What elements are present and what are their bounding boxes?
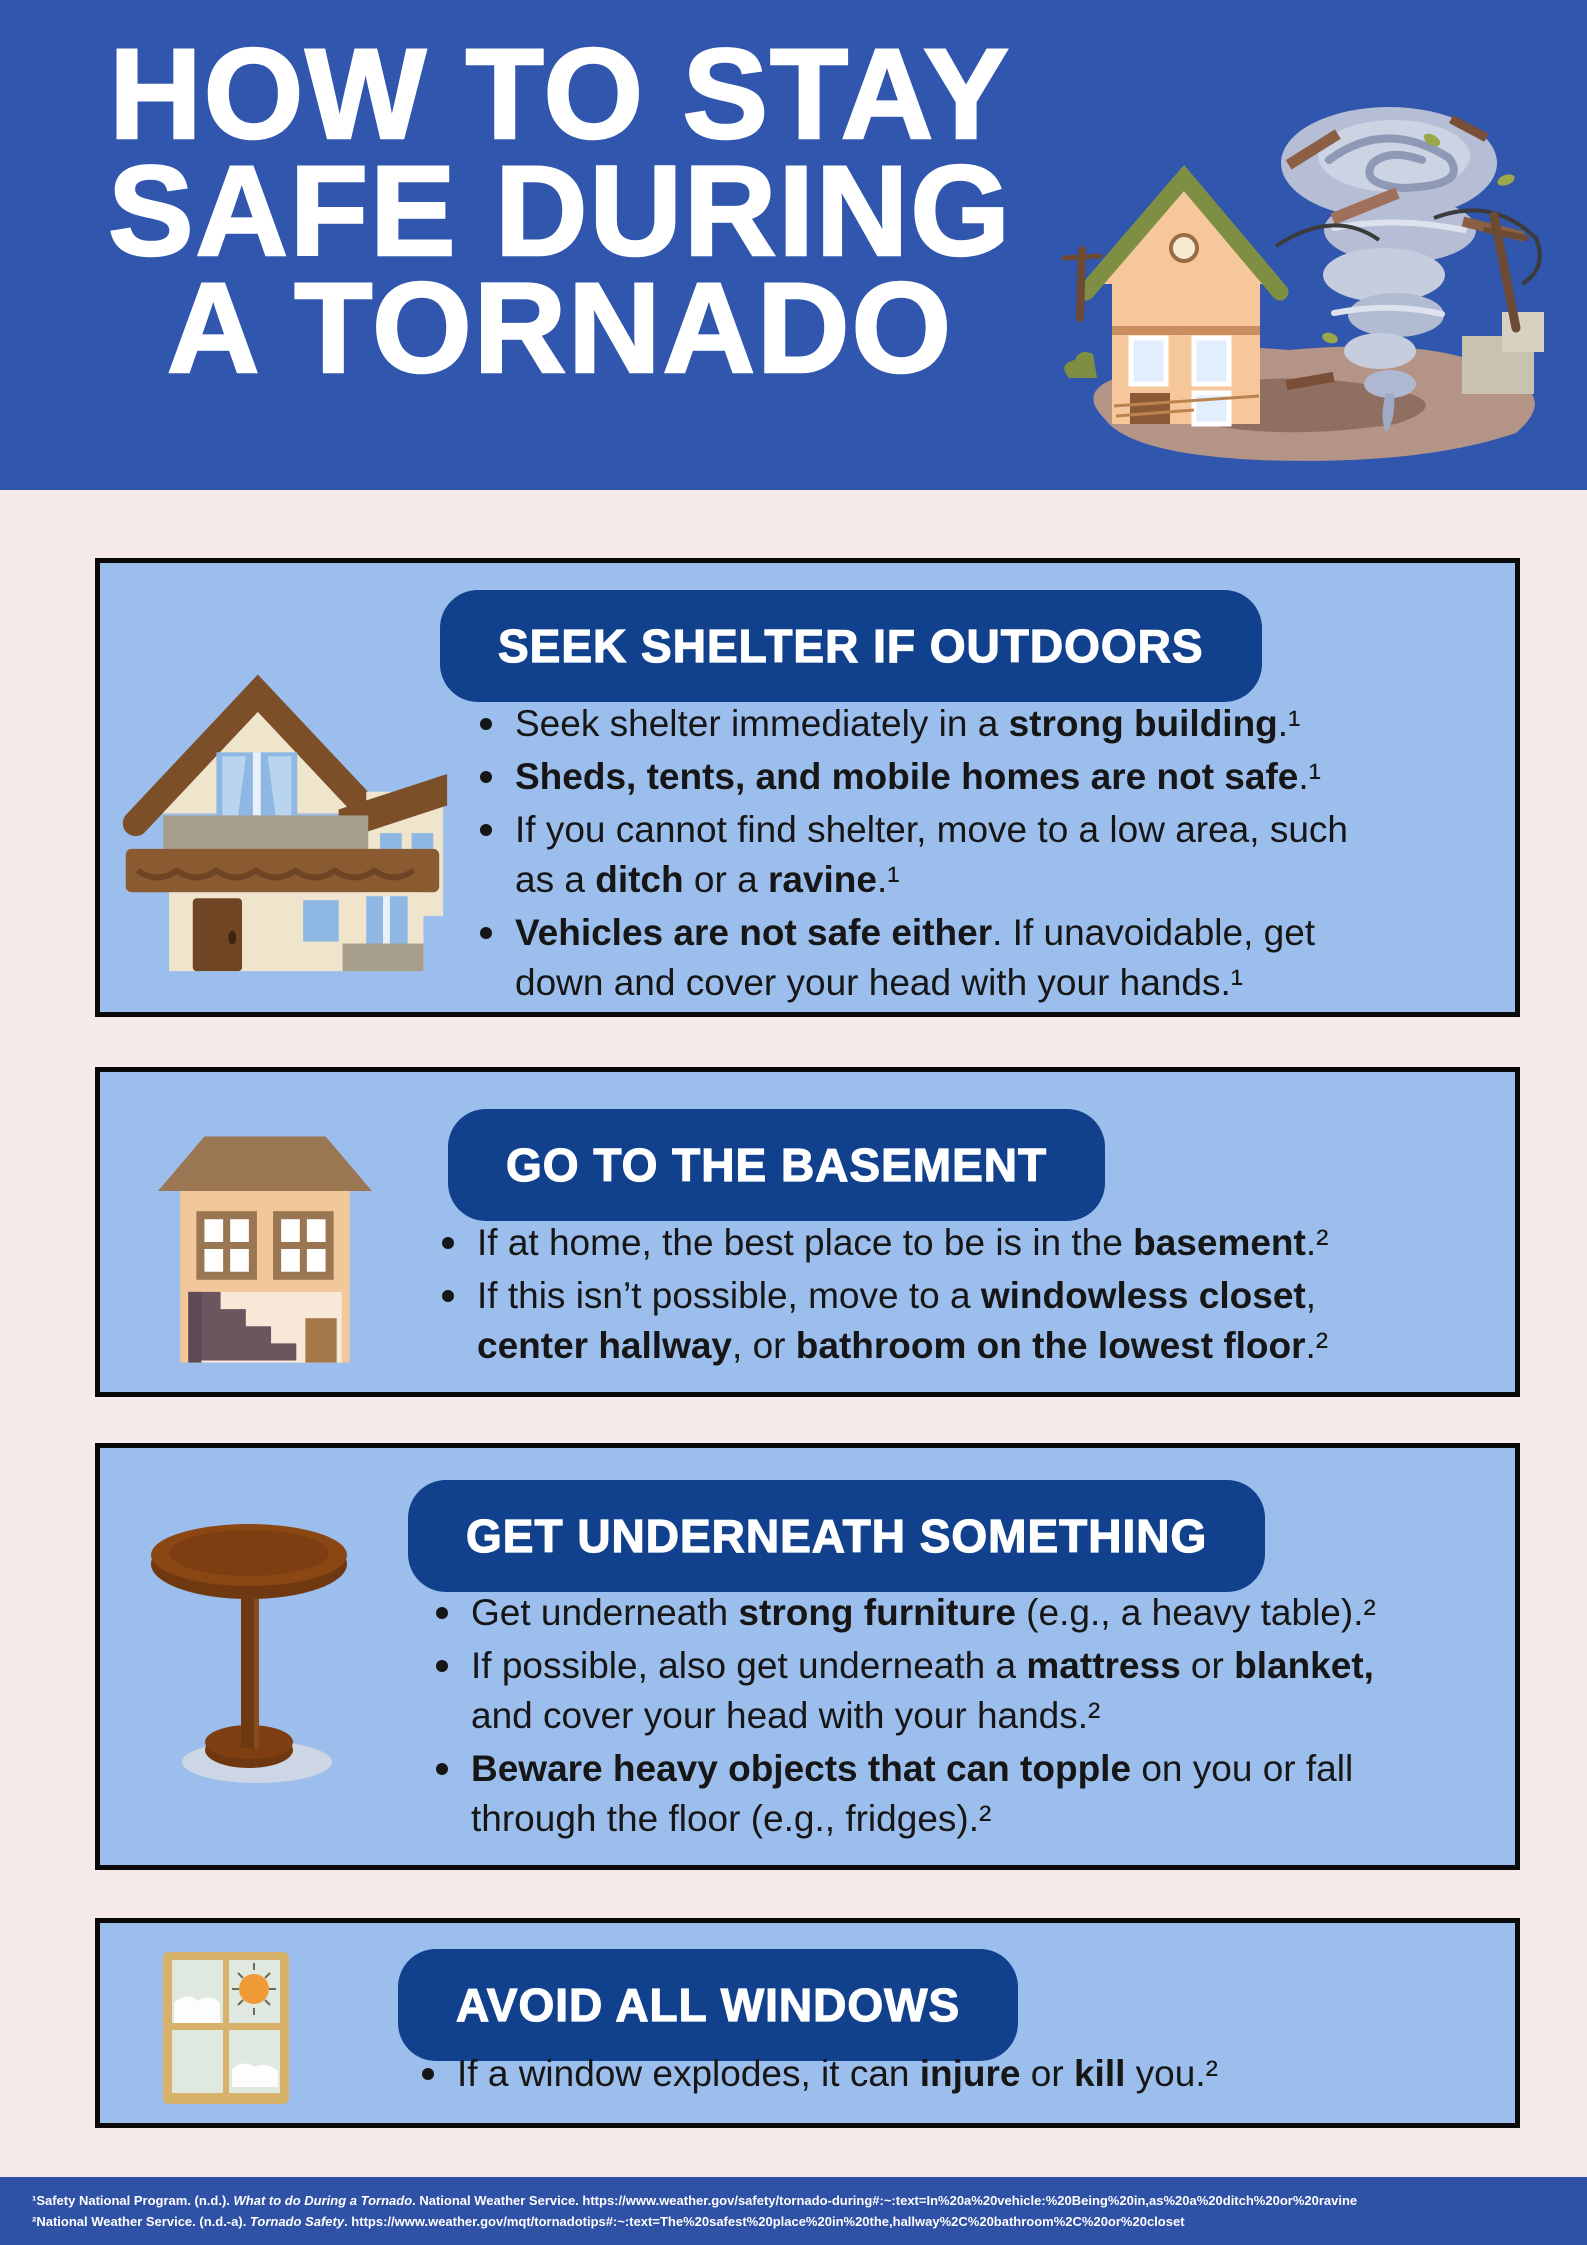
- text-segment: Vehicles are not safe either: [515, 912, 993, 953]
- text-segment: Get underneath: [471, 1592, 739, 1633]
- section-title-pill: [440, 590, 1262, 702]
- text-segment: .²: [1305, 1222, 1329, 1263]
- footer-citation-line: [32, 2211, 1567, 2232]
- bullet-item: [420, 2049, 1218, 2099]
- card-avoid-all-windows: [95, 1918, 1520, 2128]
- text-segment: as a: [515, 859, 596, 900]
- text-segment: ²National Weather Service. (n.d.-a).: [32, 2214, 250, 2229]
- section-title: GO TO THE BASEMENT: [506, 1139, 1048, 1191]
- bullet-list: [478, 699, 1348, 1011]
- text-segment: ravine: [767, 859, 877, 900]
- text-segment: If you cannot find shelter, move to a low area, such: [515, 809, 1348, 850]
- footer-citation-line: [32, 2190, 1567, 2211]
- card-seek-shelter-if-outdoors: [95, 558, 1520, 1017]
- text-segment: If at home, the best place to be is in the: [477, 1222, 1134, 1263]
- sunny-window-icon: [162, 1951, 290, 2105]
- title-line-3: A TORNADO: [167, 257, 953, 400]
- text-segment: ¹Safety National Program. (n.d.).: [32, 2193, 234, 2208]
- section-title: GET UNDERNEATH SOMETHING: [466, 1510, 1208, 1562]
- text-segment: windowless closet: [980, 1275, 1306, 1316]
- text-segment: .¹: [876, 859, 900, 900]
- text-segment: basement: [1133, 1222, 1306, 1263]
- text-segment: .²: [1305, 1325, 1329, 1366]
- text-segment: What to do During a Tornado: [233, 2193, 413, 2208]
- text-segment: ditch: [595, 859, 684, 900]
- text-segment: . If unavoidable, get: [992, 912, 1316, 953]
- text-segment: strong furniture: [738, 1592, 1016, 1633]
- text-segment: down and cover your head with your hands.¹: [515, 962, 1244, 1003]
- text-segment: , or: [732, 1325, 796, 1366]
- text-segment: Tornado Safety: [249, 2214, 345, 2229]
- text-segment: . https://www.weather.gov/mqt/tornadotips#:~:text=The%20safest%20place%20in%20the,hallway%2C%20bathroom%2C%20or%20closet: [344, 2214, 1185, 2229]
- bullet-item: [478, 752, 1348, 802]
- header-band: [0, 0, 1587, 490]
- tornado-destroying-house-illustration: [1034, 88, 1569, 478]
- bullet-item: [434, 1744, 1376, 1844]
- footer-citations: [0, 2177, 1587, 2245]
- bullet-item: [478, 908, 1348, 1008]
- text-segment: or a: [683, 859, 768, 900]
- section-title-pill: [408, 1480, 1265, 1592]
- two-story-house-icon: [108, 643, 453, 975]
- text-segment: through the floor (e.g., fridges).²: [471, 1798, 992, 1839]
- bullet-list: [440, 1218, 1328, 1374]
- card-go-to-the-basement: [95, 1067, 1520, 1397]
- text-segment: Sheds, tents, and mobile homes are not safe: [515, 756, 1299, 797]
- text-segment: you.²: [1125, 2053, 1218, 2094]
- text-segment: (e.g., a heavy table).²: [1015, 1592, 1376, 1633]
- text-segment: mattress: [1026, 1645, 1181, 1686]
- page-title: [0, 23, 1120, 400]
- section-title: AVOID ALL WINDOWS: [456, 1979, 961, 2031]
- bullet-item: [434, 1641, 1376, 1741]
- title-line-1: HOW TO STAY: [109, 23, 1011, 166]
- text-segment: kill: [1073, 2053, 1126, 2094]
- text-segment: blanket,: [1234, 1645, 1374, 1686]
- bullet-item: [478, 805, 1348, 905]
- text-segment: If this isn’t possible, move to a: [477, 1275, 981, 1316]
- text-segment: If a window explodes, it can: [457, 2053, 920, 2094]
- text-segment: ,: [1305, 1275, 1316, 1316]
- text-segment: injure: [919, 2053, 1021, 2094]
- bullet-list: [420, 2049, 1218, 2102]
- text-segment: . National Weather Service. https://www.weather.gov/safety/tornado-during#:~:text=In%20a%20vehicle:%20Being%20in,as%20a%20ditch%20or%20ravine: [412, 2193, 1358, 2208]
- bullet-item: [434, 1588, 1376, 1638]
- text-segment: strong building: [1008, 703, 1278, 744]
- bullet-item: [478, 699, 1348, 749]
- text-segment: .¹: [1298, 756, 1321, 797]
- text-segment: center hallway: [477, 1325, 733, 1366]
- text-segment: or: [1180, 1645, 1235, 1686]
- section-title-pill: [398, 1949, 1018, 2061]
- text-segment: bathroom on the lowest floor: [795, 1325, 1306, 1366]
- text-segment: If possible, also get underneath a: [471, 1645, 1027, 1686]
- bullet-item: [440, 1218, 1328, 1268]
- text-segment: Seek shelter immediately in a: [515, 703, 1009, 744]
- bullet-list: [434, 1588, 1376, 1847]
- card-get-underneath-something: [95, 1443, 1520, 1870]
- basement-stairs-house-icon: [158, 1128, 372, 1366]
- bullet-item: [440, 1271, 1328, 1371]
- section-title-pill: [448, 1109, 1105, 1221]
- text-segment: Beware heavy objects that can topple: [471, 1748, 1132, 1789]
- text-segment: or: [1020, 2053, 1074, 2094]
- section-title: SEEK SHELTER IF OUTDOORS: [498, 620, 1204, 672]
- text-segment: .¹: [1277, 703, 1301, 744]
- text-segment: on you or fall: [1131, 1748, 1354, 1789]
- text-segment: and cover your head with your hands.²: [471, 1695, 1101, 1736]
- pedestal-table-icon: [145, 1522, 357, 1788]
- title-line-2: SAFE DURING: [108, 140, 1012, 283]
